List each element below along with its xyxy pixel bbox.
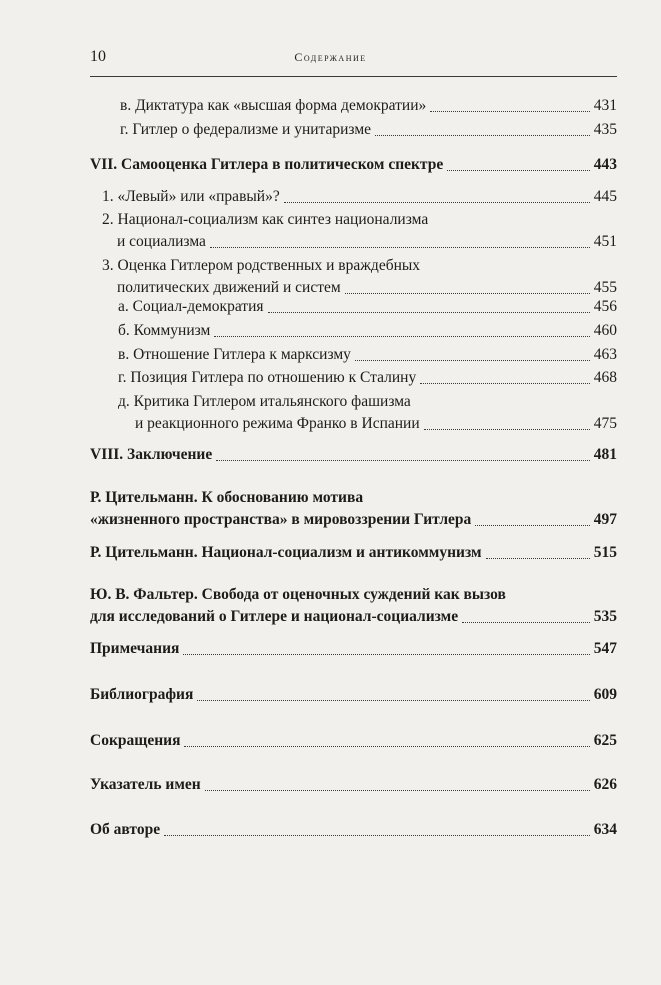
toc-page-number: 481	[593, 446, 617, 463]
toc-page-number: 468	[593, 369, 617, 386]
toc-entry	[90, 819, 617, 841]
toc-entry-title: политических движений и систем	[117, 279, 341, 296]
toc-page-number: 443	[593, 156, 617, 173]
toc-entry	[90, 730, 617, 752]
toc-entry	[90, 367, 617, 389]
toc-page-number: 445	[593, 188, 617, 205]
toc-entry	[90, 487, 617, 531]
leader-dots	[462, 622, 590, 623]
leader-dots	[355, 360, 590, 361]
leader-dots	[486, 558, 590, 559]
leader-dots	[210, 247, 590, 248]
toc-entry-title-line1: Р. Цительманн. К обоснованию мотива	[90, 489, 364, 506]
toc-entry-title: Указатель имен	[90, 776, 201, 793]
toc-entry-title: б. Коммунизм	[118, 322, 211, 339]
leader-dots	[447, 170, 590, 171]
running-title: Содержание	[294, 50, 367, 64]
toc-page-number: 451	[593, 233, 617, 250]
toc-page-number: 535	[593, 608, 617, 625]
toc-entry-title: для исследований о Гитлере и национал-социализме	[90, 608, 459, 625]
toc-page-number: 515	[593, 544, 617, 561]
toc-entry-title: Библиография	[90, 686, 194, 703]
toc-entry-title: в. Отношение Гитлера к марксизму	[118, 346, 351, 363]
toc-entry	[90, 344, 617, 366]
leader-dots	[205, 790, 590, 791]
toc-entry-title: в. Диктатура как «высшая форма демократии»	[120, 97, 427, 114]
toc-entry	[90, 255, 617, 299]
toc-entry-title: VIII. Заключение	[90, 446, 213, 463]
leader-dots	[164, 835, 590, 836]
toc-page-number: 626	[593, 776, 617, 793]
leader-dots	[475, 525, 589, 526]
leader-dots	[345, 293, 590, 294]
leader-dots	[375, 135, 590, 136]
toc-entry	[90, 154, 617, 176]
toc-page-number: 455	[593, 279, 617, 296]
toc-entry-title-line1: Ю. В. Фальтер. Свобода от оценочных суждений как вызов	[90, 586, 506, 603]
toc-entry-title: и реакционного режима Франко в Испании	[135, 415, 420, 432]
toc-page-number: 547	[593, 640, 617, 657]
toc-entry-title-line1: 2. Национал-социализм как синтез национализма	[102, 211, 429, 228]
toc-entry	[90, 638, 617, 660]
toc-entry-title-line1: д. Критика Гитлером итальянского фашизма	[118, 393, 411, 410]
leader-dots	[214, 336, 589, 337]
leader-dots	[424, 429, 590, 430]
toc-page-number: 475	[593, 415, 617, 432]
leader-dots	[268, 312, 590, 313]
leader-dots	[420, 383, 590, 384]
leader-dots	[430, 111, 589, 112]
toc-page-number: 625	[593, 732, 617, 749]
toc-entry	[90, 391, 617, 435]
toc-entry-title: Сокращения	[90, 732, 181, 749]
toc-page-number: 609	[593, 686, 617, 703]
toc-entry	[90, 209, 617, 253]
toc-page-number: 460	[593, 322, 617, 339]
toc-page-number: 634	[593, 821, 617, 838]
toc-entry	[90, 320, 617, 342]
toc-page-number: 431	[593, 97, 617, 114]
toc-entry	[90, 444, 617, 466]
toc-entry-title: VII. Самооценка Гитлера в политическом спектре	[90, 156, 444, 173]
toc-entry	[90, 119, 617, 141]
toc-entry-title: г. Позиция Гитлера по отношению к Сталину	[118, 369, 417, 386]
toc-page-number: 435	[593, 121, 617, 138]
toc-entry	[90, 95, 617, 117]
leader-dots	[197, 700, 589, 701]
leader-dots	[216, 460, 590, 461]
toc-entry-title: а. Социал-демократия	[118, 298, 264, 315]
toc-entry-title: 1. «Левый» или «правый»?	[102, 188, 280, 205]
toc-page-number: 497	[593, 511, 617, 528]
toc-entry-title: Р. Цительманн. Национал-социализм и антикоммунизм	[90, 544, 482, 561]
toc-entry	[90, 296, 617, 318]
toc-entry	[90, 684, 617, 706]
leader-dots	[183, 654, 589, 655]
toc-page-number: 456	[593, 298, 617, 315]
toc-entry	[90, 584, 617, 628]
toc-page-number: 463	[593, 346, 617, 363]
toc-entry	[90, 774, 617, 796]
toc-entry-title: Об авторе	[90, 821, 161, 838]
toc-entry	[90, 186, 617, 208]
page-number: 10	[90, 48, 106, 65]
toc-entry-title-line1: 3. Оценка Гитлером родственных и враждебных	[102, 257, 421, 274]
toc-entry-title: г. Гитлер о федерализме и унитаризме	[120, 121, 372, 138]
leader-dots	[284, 202, 590, 203]
header-rule	[90, 76, 617, 77]
toc-entry-title: и социализма	[117, 233, 206, 250]
leader-dots	[184, 746, 589, 747]
toc-entry	[90, 542, 617, 564]
toc-entry-title: «жизненного пространства» в мировоззрении Гитлера	[90, 511, 472, 528]
toc-entry-title: Примечания	[90, 640, 180, 657]
